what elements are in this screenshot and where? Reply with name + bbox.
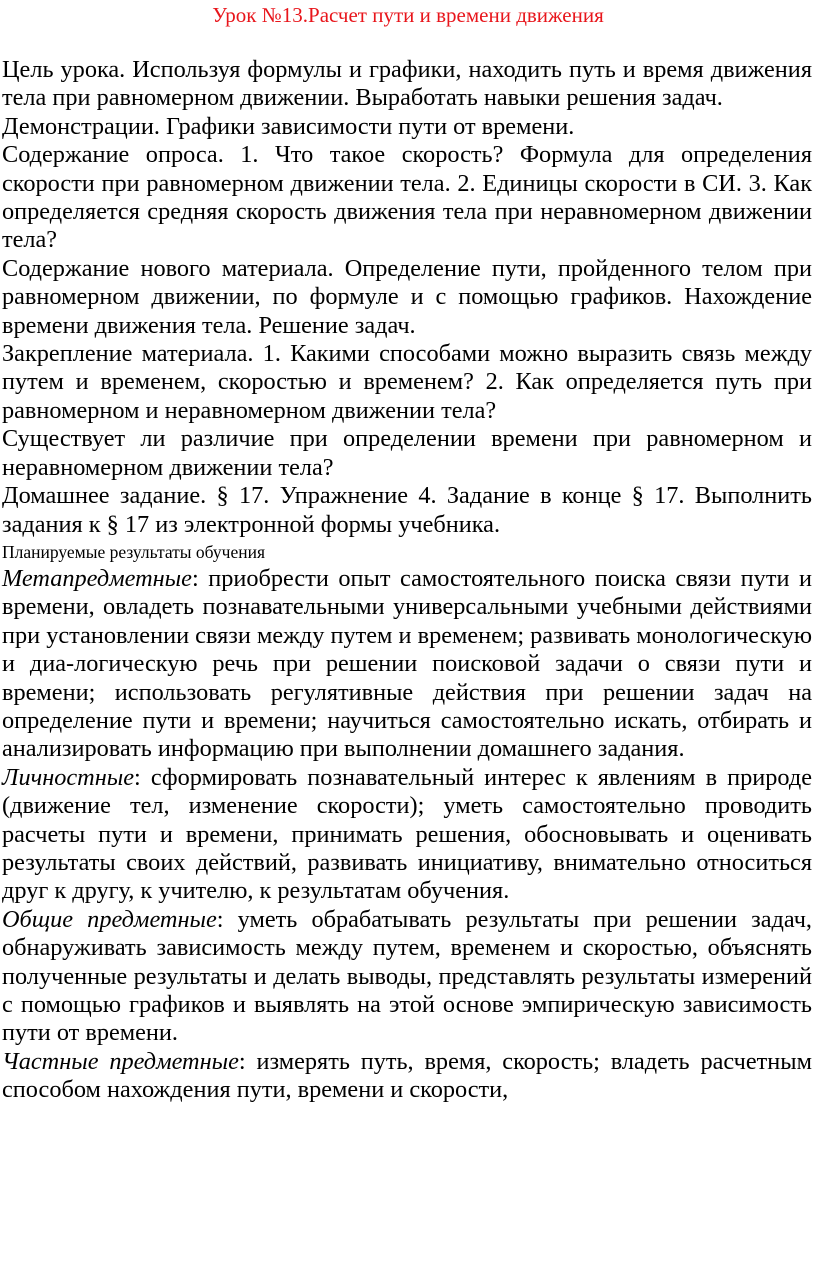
homework-paragraph: Домашнее задание. § 17. Упражнение 4. Задание в конце § 17. Выполнить задания к § 17 из электронной формы учебника. [2,482,812,538]
meta-results-label: Метапредметные [2,564,192,592]
lesson-title: Урок №13.Расчет пути и времени движения [212,3,604,27]
results-heading: Планируемые результаты обучения [2,541,265,562]
goal-paragraph: Цель урока. Используя формулы и графики, находить путь и время движения тела при равномерном движении. Выработать навыки решения задач. [2,56,812,112]
general-results-label: Общие предметные [2,905,217,933]
specific-results-paragraph [2,1048,812,1105]
general-results-text: : уметь обрабатывать результаты при решении задач, обнаруживать зависимость между путем, временем и скоростью, объяснять полученные результаты и делать выводы, представлять результаты измерений с помощью графиков и выявлять на этой основе эмпирическую зависимость пути от времени. [2,905,812,1047]
specific-results-text: : измерять путь, время, скорость; владеть расчетным способом нахождения пути, времени и скорости, [2,1047,812,1104]
specific-results-label: Частные предметные [2,1047,239,1075]
personal-results-paragraph [2,764,812,906]
personal-results-label: Личностные [2,763,135,791]
personal-results-text: : сформировать познавательный интерес к явлениям в природе (движение тел, изменение скорости); уметь самостоятельно проводить расчеты пути и времени, принимать решения, обосновывать и оценивать результаты своих действий, развивать инициативу, внимательно относиться друг к другу, к учителю, к результатам обучения. [2,763,812,905]
meta-results-text: : приобрести опыт самостоятельного поиска связи пути и времени, овладеть познавательными универсальными учебными действиями при установлении связи между путем и временем; развивать монологическую и диа-логическую речь при решении поисковой задачи о связи пути и времени; использовать регулятивные действия при решении задач на определение пути и времени; научиться самостоятельно искать, отбирать и анализировать информацию при выполнении домашнего задания. [2,564,812,763]
lesson-body [2,56,812,1105]
survey-paragraph: Содержание опроса. 1. Что такое скорость? Формула для определения скорости при равномерном движении тела. 2. Единицы скорости в СИ. 3. Как определяется средняя скорость движения тела при неравномерном движении тела? [2,141,812,254]
new-material-paragraph: Содержание нового материала. Определение пути, пройденного телом при равномерном движении, по формуле и с помощью графиков. Нахождение времени движения тела. Решение задач. [2,254,812,339]
general-results-paragraph [2,906,812,1048]
meta-results-paragraph [2,565,812,764]
consolidation-paragraph: Закрепление материала. 1. Какими способами можно выразить связь между путем и временем, скоростью и временем? 2. Как определяется путь при равномерном и неравномерном движении тела? [2,340,812,424]
demo-paragraph: Демонстрации. Графики зависимости пути от времени. [2,112,575,140]
question-paragraph: Существует ли различие при определении времени при равномерном и неравномерном движении тела? [2,425,812,481]
